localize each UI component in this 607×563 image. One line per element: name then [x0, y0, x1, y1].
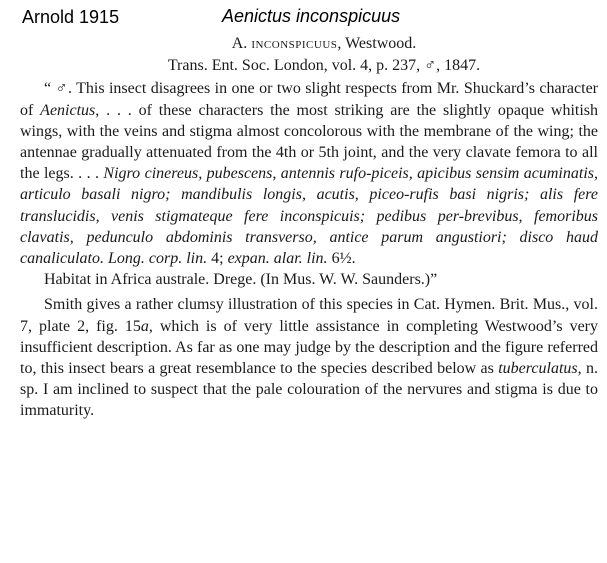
genus-abbreviation: A.: [231, 35, 248, 52]
species-name: inconspicuus: [251, 35, 338, 52]
habitat-line: Habitat in Africa australe. Drege. (In Mus. W. W. Saunders.)”: [44, 271, 438, 289]
quote-paragraph: [20, 78, 598, 269]
commentary-part-1: Smith gives a rather clumsy illustration of this species in Cat. Hymen. Brit. Mus., vol. 7, plate 2, fig. 15: [20, 296, 598, 335]
latin-diagnosis: Nigro cinereus, pubescens, antennis rufo-piceis, apicibus sensim acuminatis, articulo basali nigro; mandibulis longis, acutis, piceo-rufis basi nigris; alis fere translucidis, venis stigmateque fere inconspicuis; pedibus per-brevibus, femoribus clavatis, pedunculo abdominis transverso, antice parum angustiori; disco haud canaliculato.: [20, 165, 598, 268]
expanse-label: expan. alar. lin.: [227, 250, 328, 268]
commentary-paragraph: [20, 294, 598, 421]
length-label: Long. corp. lin.: [103, 250, 208, 268]
quote-continuation: , . . . of these characters the most striking are the slightly opaque whitish wings, with the veins and stigma almost concolorous with the membrane of the wing; the antennae gradually attenuated from the 4th or 5th joint, and the very clavate femora to all the legs. . . .: [20, 101, 599, 183]
expanse-value: 6½.: [327, 250, 356, 268]
commentary-part-3: , n. sp. I am inclined to suspect that the pale colouration of the nervures and stigma is due to immaturity.: [20, 360, 598, 420]
species-reference: tuberculatus: [498, 360, 578, 378]
species-title: [50, 33, 598, 54]
figure-letter: a: [140, 317, 149, 335]
species-heading: Aenictus inconspicuus: [222, 6, 401, 26]
quote-opening: “ ♂. This insect disagrees in one or two slight respects from Mr. Shuckard’s character of: [20, 80, 598, 119]
document-page: [20, 33, 598, 422]
commentary-part-2: , which is of very little assistance in completing Westwood’s very insufficient description. As far as one may judge by the description and the figure referred to, this insect bears a great resemblance to the species described below as: [20, 317, 598, 378]
bibliographic-reference: Trans. Ent. Soc. London, vol. 4, p. 237, ♂, 1847.: [167, 57, 481, 75]
commentary: [20, 294, 598, 421]
source-label: Arnold 1915: [22, 7, 120, 27]
genus-italic: Aenictus: [40, 101, 96, 119]
length-value: 4;: [207, 250, 224, 268]
species-author: , Westwood.: [337, 35, 417, 52]
original-description-quote: [20, 78, 598, 290]
